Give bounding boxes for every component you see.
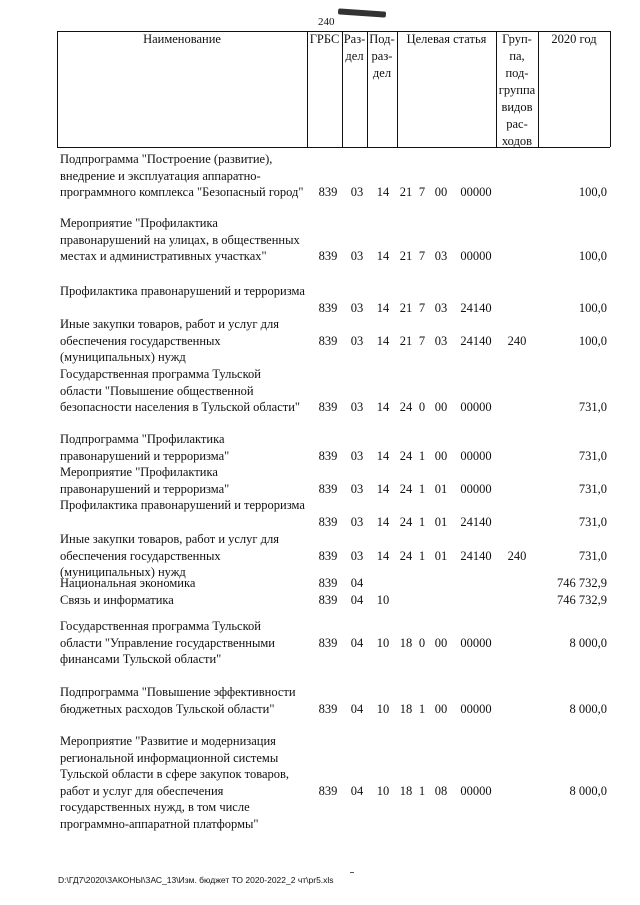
cell-c2: 7 <box>418 185 426 199</box>
cell-grbs: 839 <box>318 333 338 348</box>
cell-c4: 00000 <box>460 249 492 263</box>
cell-c2: 1 <box>418 448 426 463</box>
cell-c4: 00000 <box>460 400 492 414</box>
cell-rz: 04 <box>350 701 364 716</box>
table-row <box>57 592 610 609</box>
row-name: Государственная программа Тульской области "Управление государственными финансами Тульской области" <box>60 619 275 666</box>
cell-c3: 01 <box>434 548 448 563</box>
table-row <box>57 733 610 832</box>
row-name: Профилактика правонарушений и терроризма <box>60 284 305 298</box>
cell-c4: 00000 <box>460 185 492 199</box>
table-row <box>57 684 610 717</box>
cell-grbs: 839 <box>318 300 338 315</box>
header-year: 2020 год <box>551 32 597 46</box>
cell-rz: 04 <box>350 635 364 650</box>
cell-c2: 1 <box>418 701 426 716</box>
cell-c3: 03 <box>434 333 448 348</box>
cell-c3: 03 <box>434 300 448 315</box>
row-name: Профилактика правонарушений и терроризма <box>60 498 305 512</box>
row-name: Подпрограмма "Профилактика правонарушений и терроризма" <box>60 432 230 463</box>
cell-c4: 00000 <box>460 448 492 463</box>
cell-grbs: 839 <box>318 635 338 650</box>
cell-grbs: 839 <box>318 448 338 463</box>
cell-sum: 746 732,9 <box>557 576 607 590</box>
cell-rz: 04 <box>350 576 364 590</box>
cell-c1: 24 <box>399 548 413 563</box>
cell-pr: 14 <box>376 400 390 414</box>
header-name: Наименование <box>143 32 221 46</box>
cell-c1: 18 <box>399 783 413 798</box>
cell-pr: 14 <box>376 514 390 529</box>
row-name: Подпрограмма "Повышение эффективности бюджетных расходов Тульской области" <box>60 685 296 716</box>
cell-c1: 24 <box>399 400 413 414</box>
header-grbs: ГРБС <box>309 32 340 46</box>
row-name: Подпрограмма "Построение (развитие), внедрение и эксплуатация аппаратно-программного комплекса "Безопасный город" <box>60 152 304 199</box>
row-name: Иные закупки товаров, работ и услуг для обеспечения государственных (муниципальных) нужд <box>60 317 280 364</box>
row-name: Связь и информатика <box>60 593 174 607</box>
table-row <box>57 316 610 366</box>
cell-c2: 1 <box>418 548 426 563</box>
header-razdel: Раз- дел <box>343 32 366 63</box>
cell-c4: 24140 <box>460 548 492 563</box>
table-row <box>57 431 610 464</box>
table-row <box>57 531 610 581</box>
row-name: Мероприятие "Профилактика правонарушений на улицах, в общественных местах и административных участках" <box>60 216 300 263</box>
cell-c4: 00000 <box>460 481 492 496</box>
cell-c2: 0 <box>418 635 426 650</box>
cell-rz: 03 <box>350 448 364 463</box>
table-row <box>57 283 610 316</box>
cell-grbs: 839 <box>318 400 338 414</box>
row-name: Национальная экономика <box>60 576 196 590</box>
cell-c1: 18 <box>399 701 413 716</box>
cell-rz: 03 <box>350 548 364 563</box>
table-row <box>57 497 610 530</box>
cell-rz: 03 <box>350 300 364 315</box>
cell-sum: 100,0 <box>578 249 607 263</box>
cell-c3: 08 <box>434 783 448 798</box>
cell-rz: 03 <box>350 249 364 263</box>
cell-sum: 100,0 <box>578 333 607 348</box>
cell-rz: 04 <box>350 783 364 798</box>
cell-sum: 731,0 <box>578 481 607 496</box>
cell-c4: 00000 <box>460 701 492 716</box>
cell-grbs: 839 <box>318 783 338 798</box>
cell-sum: 8 000,0 <box>569 701 607 716</box>
cell-sum: 100,0 <box>578 300 607 315</box>
cell-pr: 14 <box>376 249 390 263</box>
cell-c3: 00 <box>434 448 448 463</box>
cell-grbs: 839 <box>318 576 338 590</box>
table-row <box>57 151 610 217</box>
cell-rz: 04 <box>350 593 364 607</box>
cell-grbs: 839 <box>318 514 338 529</box>
row-name: Иные закупки товаров, работ и услуг для обеспечения государственных (муниципальных) нужд <box>60 532 280 579</box>
cell-rz: 03 <box>350 333 364 348</box>
cell-c1: 24 <box>399 514 413 529</box>
cell-pr: 10 <box>376 701 390 716</box>
cell-rz: 03 <box>350 481 364 496</box>
cell-sum: 100,0 <box>578 185 607 199</box>
cell-sum: 731,0 <box>578 514 607 529</box>
cell-pr: 10 <box>376 635 390 650</box>
cell-c2: 0 <box>418 400 426 414</box>
cell-c1: 21 <box>399 333 413 348</box>
cell-pr: 14 <box>376 333 390 348</box>
header-podrazdel: Под- раз- дел <box>369 32 395 80</box>
cell-vr: 240 <box>507 548 527 563</box>
cell-sum: 746 732,9 <box>557 593 607 607</box>
cell-grbs: 839 <box>318 548 338 563</box>
cell-grbs: 839 <box>318 701 338 716</box>
cell-c2: 1 <box>418 514 426 529</box>
table-row <box>57 366 610 432</box>
cell-c3: 00 <box>434 185 448 199</box>
cell-pr: 14 <box>376 548 390 563</box>
row-name: Мероприятие "Профилактика правонарушений и терроризма" <box>60 465 230 496</box>
table-row <box>57 215 610 281</box>
scan-mark <box>350 872 354 873</box>
cell-sum: 731,0 <box>578 548 607 563</box>
table-row <box>57 618 610 668</box>
cell-pr: 14 <box>376 300 390 315</box>
cell-c3: 01 <box>434 481 448 496</box>
row-name: Мероприятие "Развитие и модернизация региональной информационной системы Тульской области в сфере закупок товаров, работ и услуг для обеспечения государственных нужд, в том числе программно-аппаратной платформы" <box>60 734 290 831</box>
cell-c3: 01 <box>434 514 448 529</box>
cell-rz: 03 <box>350 400 364 414</box>
cell-pr: 14 <box>376 448 390 463</box>
table-row <box>57 464 610 497</box>
cell-rz: 03 <box>350 514 364 529</box>
row-name: Государственная программа Тульской области "Повышение общественной безопасности населения в Тульской области" <box>60 367 301 414</box>
cell-c1: 24 <box>399 481 413 496</box>
cell-sum: 8 000,0 <box>569 783 607 798</box>
cell-pr: 10 <box>376 783 390 798</box>
cell-sum: 731,0 <box>578 400 607 414</box>
cell-grbs: 839 <box>318 249 338 263</box>
cell-grbs: 839 <box>318 481 338 496</box>
cell-c3: 00 <box>434 701 448 716</box>
cell-c3: 00 <box>434 635 448 650</box>
cell-vr: 240 <box>507 333 527 348</box>
cell-sum: 8 000,0 <box>569 635 607 650</box>
cell-c4: 24140 <box>460 333 492 348</box>
cell-pr: 14 <box>376 185 390 199</box>
cell-c1: 21 <box>399 300 413 315</box>
col-divider <box>610 31 611 147</box>
cell-c3: 03 <box>434 249 448 263</box>
cell-c2: 7 <box>418 333 426 348</box>
cell-c1: 18 <box>399 635 413 650</box>
cell-c4: 00000 <box>460 783 492 798</box>
cell-c2: 7 <box>418 249 426 263</box>
page-number: 240 <box>318 16 335 28</box>
cell-c1: 24 <box>399 448 413 463</box>
cell-c1: 21 <box>399 249 413 263</box>
table-row <box>57 575 610 592</box>
cell-pr: 10 <box>376 593 390 607</box>
cell-c1: 21 <box>399 185 413 199</box>
header-gruppa: Груп- па, под- группа видов рас- ходов <box>498 32 536 148</box>
file-path-footer: D:\ГД7\2020\ЗАКОНЫ\ЗАС_13\Изм. бюджет ТО 2020-2022_2 чт\pr5.xls <box>58 875 334 885</box>
cell-grbs: 839 <box>318 593 338 607</box>
scan-mark <box>338 8 386 17</box>
cell-sum: 731,0 <box>578 448 607 463</box>
cell-c4: 24140 <box>460 300 492 315</box>
cell-pr: 14 <box>376 481 390 496</box>
cell-rz: 03 <box>350 185 364 199</box>
cell-c2: 1 <box>418 481 426 496</box>
cell-c2: 1 <box>418 783 426 798</box>
cell-c2: 7 <box>418 300 426 315</box>
cell-c3: 00 <box>434 400 448 414</box>
cell-grbs: 839 <box>318 185 338 199</box>
header-cel: Целевая статья <box>406 32 487 46</box>
cell-c4: 24140 <box>460 514 492 529</box>
cell-c4: 00000 <box>460 635 492 650</box>
